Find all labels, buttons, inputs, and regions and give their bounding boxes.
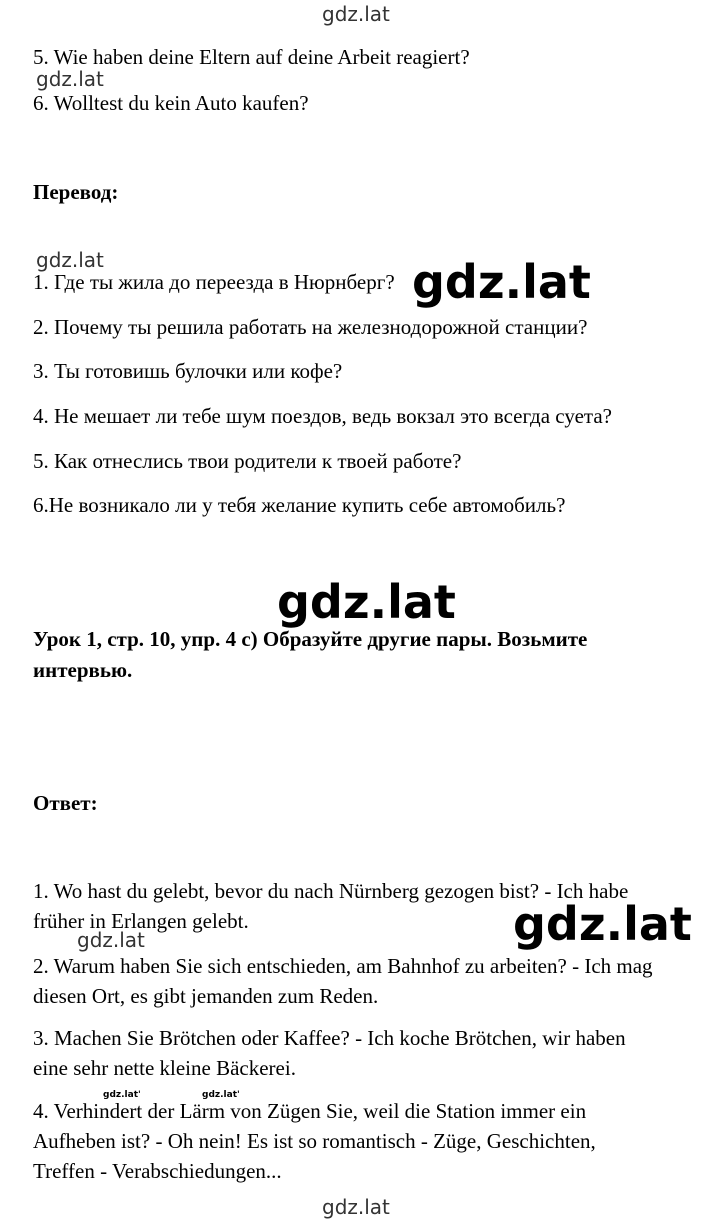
answer-4-line-1: 4. Verhindert der Lärm von Zügen Sie, weil die Station immer ein: [33, 1099, 587, 1123]
watermark-small: gdz.lat: [36, 248, 104, 272]
answer-1-line-2: früher in Erlangen gelebt.: [33, 909, 249, 933]
watermark-small: gdz.lat: [36, 67, 104, 91]
question-de-6: 6. Wolltest du kein Auto kaufen?: [33, 91, 309, 115]
answer-3-line-2: eine sehr nette kleine Bäckerei.: [33, 1056, 296, 1080]
watermark-large: gdz.lat: [513, 897, 692, 951]
translation-item-4: 4. Не мешает ли тебе шум поездов, ведь вокзал это всегда суета?: [33, 404, 612, 428]
answer-heading: Ответ:: [33, 791, 98, 815]
lesson-heading-line-1: Урок 1, стр. 10, упр. 4 с) Образуйте другие пары. Возьмите: [33, 627, 588, 651]
watermark-top: gdz.lat: [322, 2, 390, 26]
answer-2-line-1: 2. Warum haben Sie sich entschieden, am Bahnhof zu arbeiten? - Ich mag: [33, 954, 653, 978]
watermark-small: gdz.lat: [77, 928, 145, 952]
translation-item-1: 1. Где ты жила до переезда в Нюрнберг?: [33, 270, 395, 294]
answer-1-line-1: 1. Wo hast du gelebt, bevor du nach Nürnberg gezogen bist? - Ich habe: [33, 879, 629, 903]
answer-4-line-3: Treffen - Verabschiedungen...: [33, 1159, 282, 1183]
answer-2-line-2: diesen Ort, es gibt jemanden zum Reden.: [33, 984, 379, 1008]
watermark-tiny: gdz.lat': [103, 1090, 141, 1100]
translation-item-3: 3. Ты готовишь булочки или кофе?: [33, 359, 343, 383]
translation-item-5: 5. Как отнеслись твои родители к твоей работе?: [33, 449, 462, 473]
watermark-large: gdz.lat: [277, 575, 456, 629]
watermark-tiny: gdz.lat': [202, 1090, 240, 1100]
translation-item-6: 6.Не возникало ли у тебя желание купить себе автомобиль?: [33, 493, 566, 517]
lesson-heading-line-2: интервью.: [33, 658, 133, 682]
answer-4-line-2: Aufheben ist? - Oh nein! Es ist so romantisch - Züge, Geschichten,: [33, 1129, 596, 1153]
answer-3-line-1: 3. Machen Sie Brötchen oder Kaffee? - Ich koche Brötchen, wir haben: [33, 1026, 626, 1050]
translation-heading: Перевод:: [33, 180, 119, 204]
question-de-5: 5. Wie haben deine Eltern auf deine Arbeit reagiert?: [33, 45, 470, 69]
translation-item-2: 2. Почему ты решила работать на железнодорожной станции?: [33, 315, 588, 339]
watermark-bottom: gdz.lat: [322, 1195, 390, 1219]
watermark-large: gdz.lat: [412, 255, 591, 309]
